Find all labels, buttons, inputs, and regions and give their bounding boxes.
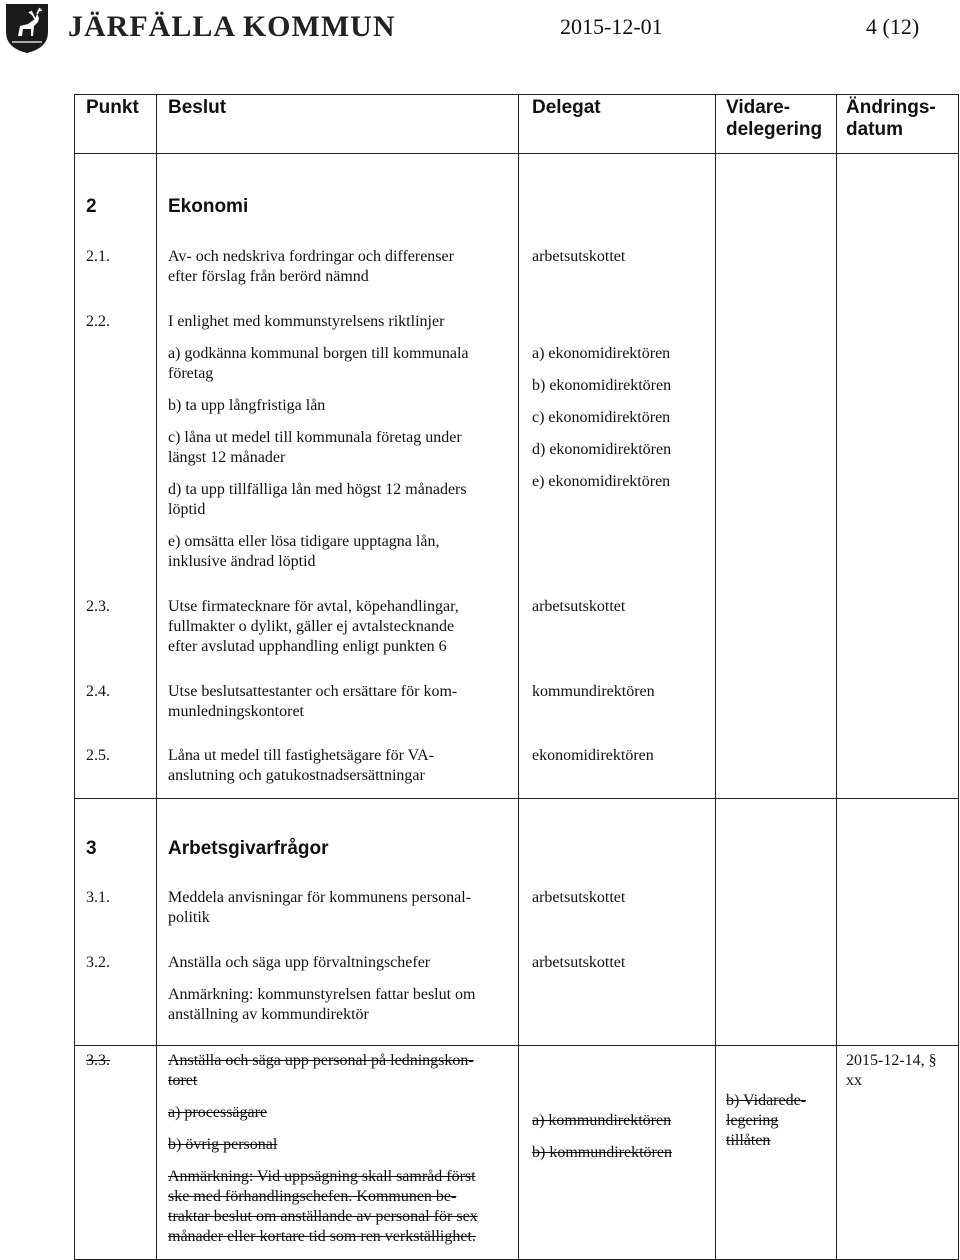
row-description: Anställa och säga upp förvaltningschefer (168, 954, 431, 971)
delegat-item: b) ekonomidirektören (532, 377, 672, 394)
item-line: c) låna ut medel till kommunala företag under (168, 429, 462, 446)
description-line: politik (168, 909, 210, 926)
item-line: e) omsätta eller lösa tidigare upptagna lån, (168, 533, 440, 550)
section-title: Arbetsgivarfrågor (168, 838, 329, 859)
row-description (168, 746, 434, 786)
row-number: 2.3. (86, 598, 110, 615)
row-delegat: arbetsutskottet (532, 954, 626, 971)
col-header-vidare-line1: Vidare- (726, 97, 791, 118)
delegat-item: a) ekonomidirektören (532, 345, 671, 362)
andringsdatum (846, 1051, 937, 1091)
note-line: ske med förhandlingschefen. Kommunen be- (168, 1188, 457, 1205)
column-divider (156, 95, 157, 1259)
row-delegat: kommundirektören (532, 683, 655, 700)
item-line: löptid (168, 501, 206, 518)
row-description (168, 682, 457, 722)
list-item: b) övrig personal (168, 1136, 278, 1153)
description-line: Anställa och säga upp personal på ledningskon- (168, 1052, 474, 1069)
reindeer-crest-icon (4, 2, 50, 54)
description-line: efter avslutad upphandling enligt punkten 6 (168, 638, 447, 655)
row-delegat: arbetsutskottet (532, 889, 626, 906)
note-line: Anmärkning: Vid uppsägning skall samråd först (168, 1168, 476, 1185)
delegat-item: c) ekonomidirektören (532, 409, 671, 426)
description-line: Utse firmatecknare för avtal, köpehandlingar, (168, 598, 459, 615)
vidare-line: tillåten (726, 1132, 771, 1149)
list-item (168, 532, 439, 572)
header-divider (75, 153, 958, 154)
row-divider (75, 798, 958, 799)
section-title: Ekonomi (168, 196, 249, 217)
column-divider (518, 95, 519, 1259)
list-item: a) processägare (168, 1104, 268, 1121)
description-line: efter förslag från berörd nämnd (168, 268, 369, 285)
col-header-andringsdatum (846, 97, 936, 141)
note-line: traktar beslut om anställande av personal för sex (168, 1208, 478, 1225)
row-description (168, 1051, 474, 1091)
list-item (168, 480, 467, 520)
description-line: Meddela anvisningar för kommunens personal- (168, 889, 472, 906)
row-number: 2.4. (86, 683, 110, 700)
row-description (168, 247, 454, 287)
row-description (168, 597, 459, 657)
col-header-andring-line1: Ändrings- (846, 97, 936, 118)
row-number: 2.2. (86, 313, 110, 330)
list-item (168, 344, 469, 384)
delegat-item: d) ekonomidirektören (532, 441, 672, 458)
item-line: d) ta upp tillfälliga lån med högst 12 månaders (168, 481, 467, 498)
row-number: 2.1. (86, 248, 110, 265)
row-description (168, 888, 471, 928)
row-number: 3.2. (86, 954, 110, 971)
vidaredelegering-note (726, 1091, 806, 1151)
item-line: a) godkänna kommunal borgen till kommunala (168, 345, 469, 362)
description-line: toret (168, 1072, 198, 1089)
col-header-andring-line2: datum (846, 119, 903, 140)
section-number: 2 (86, 196, 97, 217)
row-delegat: arbetsutskottet (532, 248, 626, 265)
row-note (168, 1167, 478, 1247)
row-number: 3.1. (86, 889, 110, 906)
note-line: anställning av kommundirektör (168, 1006, 369, 1023)
row-divider (75, 1045, 958, 1046)
col-header-punkt: Punkt (86, 97, 139, 118)
col-header-vidare-line2: delegering (726, 119, 823, 140)
andring-line: 2015-12-14, § (846, 1052, 937, 1069)
col-header-vidare (726, 97, 822, 141)
vidare-line: legering (726, 1112, 779, 1129)
vidare-line: b) Vidarede- (726, 1092, 807, 1109)
delegat-item: a) kommundirektören (532, 1112, 672, 1129)
delegat-item: e) ekonomidirektören (532, 473, 671, 490)
item-line: företag (168, 365, 214, 382)
description-line: Utse beslutsattestanter och ersättare för kom- (168, 683, 458, 700)
document-date: 2015-12-01 (560, 14, 663, 39)
section-number: 3 (86, 838, 97, 859)
row-delegat: arbetsutskottet (532, 598, 626, 615)
row-description: I enlighet med kommunstyrelsens riktlinjer (168, 313, 445, 330)
item-line: inklusive ändrad löptid (168, 553, 316, 570)
description-line: Låna ut medel till fastighetsägare för VA- (168, 747, 434, 764)
list-item: b) ta upp långfristiga lån (168, 397, 326, 414)
list-item (168, 428, 462, 468)
description-line: munledningskontoret (168, 703, 304, 720)
row-delegat: ekonomidirektören (532, 747, 654, 764)
delegat-item: b) kommundirektören (532, 1144, 672, 1161)
row-note (168, 985, 476, 1025)
description-line: fullmakter o dylikt, gäller ej avtalstecknande (168, 618, 455, 635)
org-name: JÄRFÄLLA KOMMUN (68, 10, 396, 43)
row-number: 3.3. (86, 1052, 110, 1069)
column-divider (715, 95, 716, 1259)
note-line: månader eller kortare tid som ren verkställighet. (168, 1228, 476, 1245)
description-line: Av- och nedskriva fordringar och differenser (168, 248, 454, 265)
column-divider (836, 95, 837, 1259)
description-line: anslutning och gatukostnadsersättningar (168, 767, 425, 784)
col-header-delegat: Delegat (532, 97, 601, 118)
row-number: 2.5. (86, 747, 110, 764)
page-number: 4 (12) (866, 14, 920, 39)
andring-line: xx (846, 1072, 862, 1089)
item-line: längst 12 månader (168, 449, 286, 466)
col-header-beslut: Beslut (168, 97, 227, 118)
note-line: Anmärkning: kommunstyrelsen fattar beslut om (168, 986, 476, 1003)
